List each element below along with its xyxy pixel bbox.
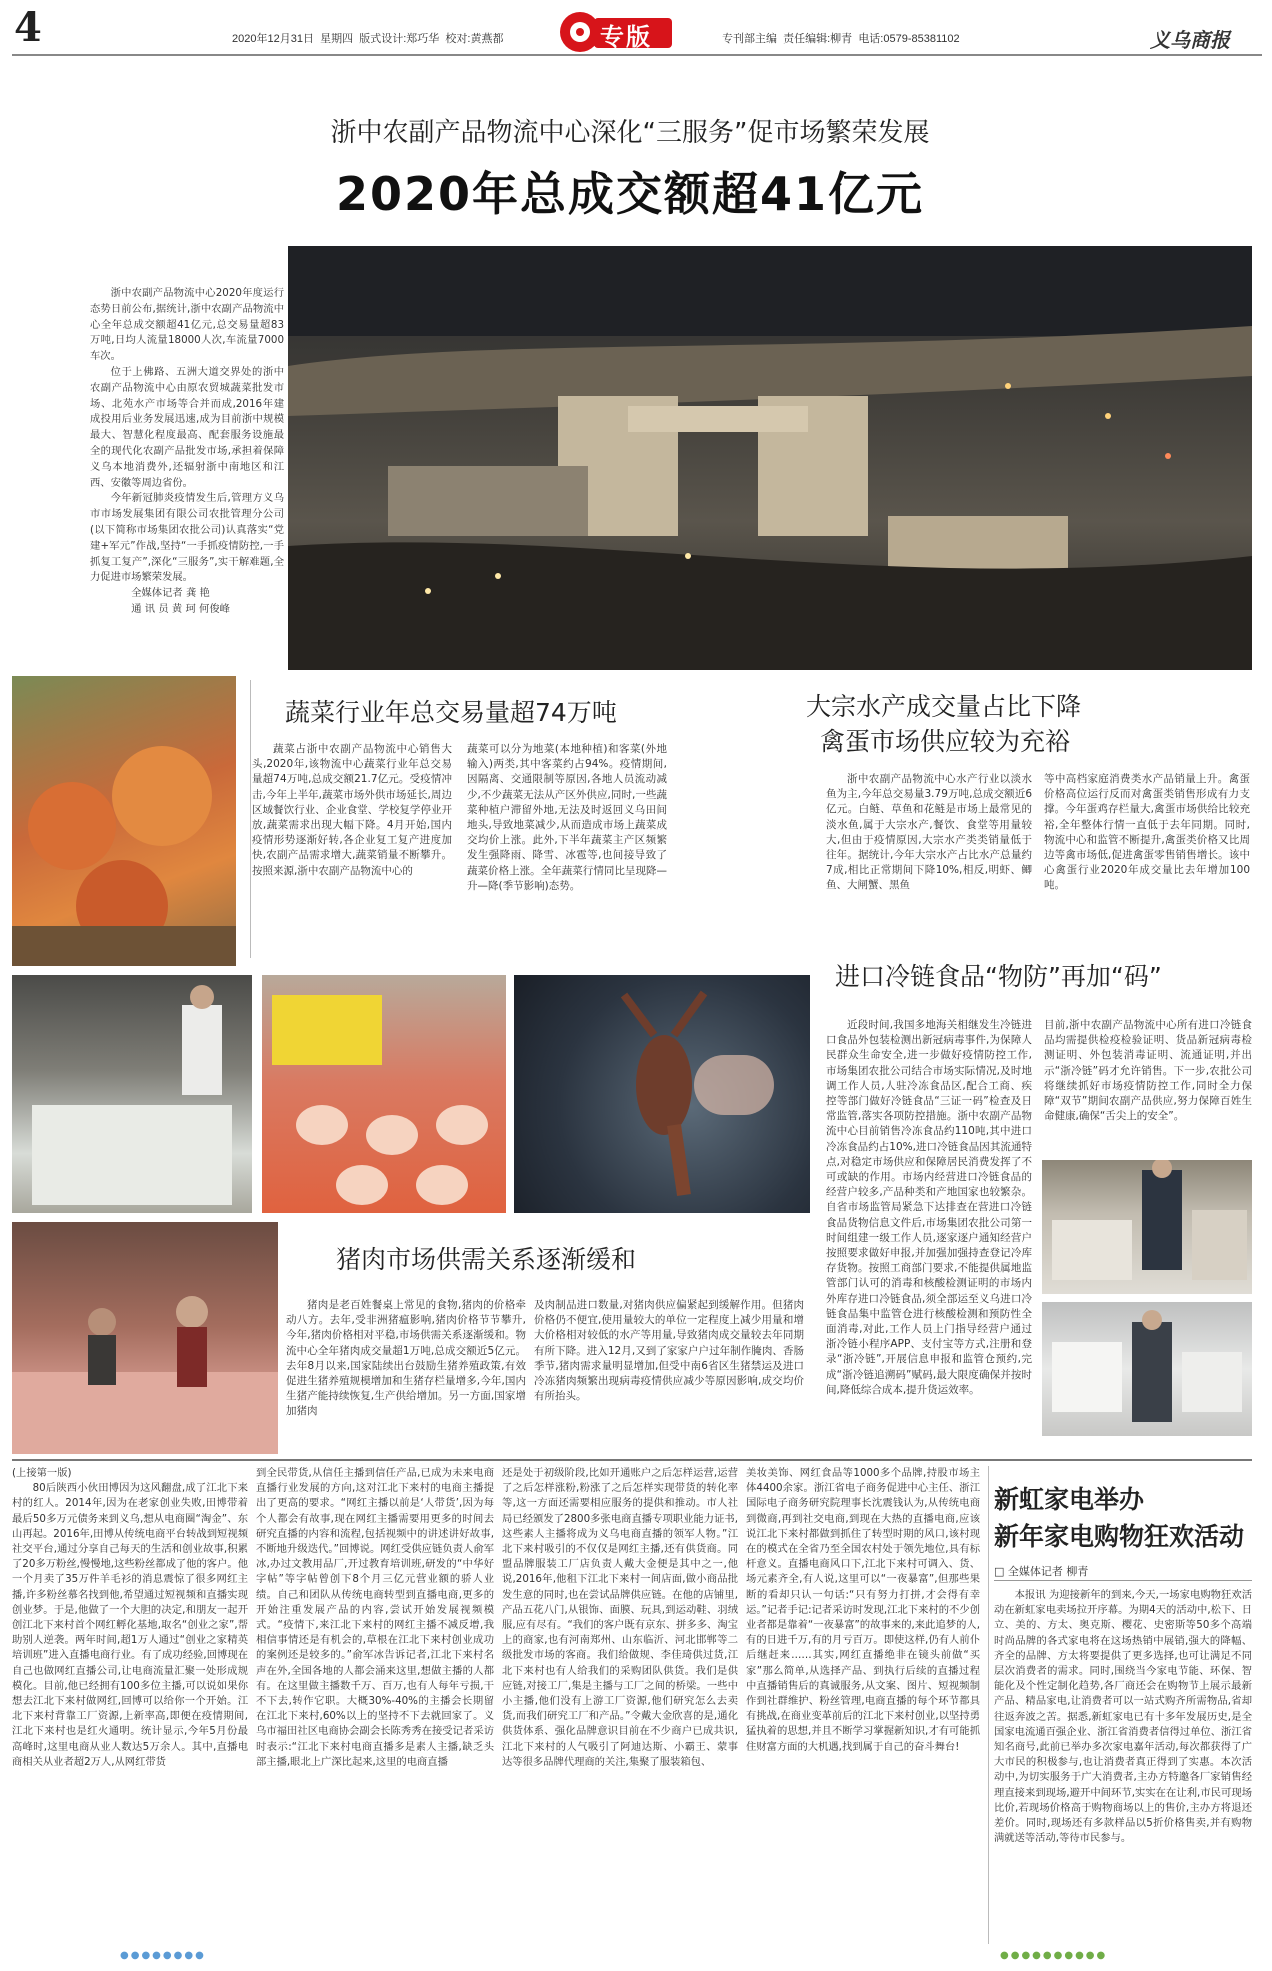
aqua-title-1: 大宗水产成交量占比下降 bbox=[806, 692, 1082, 721]
lead-paragraph: 位于上佛路、五洲大道交界处的浙中农副产品物流中心由原农贸城蔬菜批发市场、北苑水产市场等合并而成,2016年建成投用后业务发展迅速,成为目前浙中规模最大、智慧化程度最高、配套服务设施最全的现代化农副产品批发市场,承担着保障义乌本地消费外,还辐射浙中南地区和江西、安徽等周边省份。 bbox=[90, 365, 284, 489]
section-label: 专版 bbox=[600, 23, 652, 51]
pork-col-2: 及肉制品进口数量,对猪肉供应偏紧起到缓解作用。但猪肉价格仍不便宜,使用量较大的单位一定程度上减少用量和增大价格相对较低的水产等用量,导致猪肉成交量较去年同期有所下降。进入12月,又到了家家户户过年制作腌肉、香肠季节,猪肉需求量明显增加,但受中南6省区生猪禁运及进口冷冻猪肉频繁出现病毒疫情供应减少等原因影响,成交均价有所抬头。 bbox=[534, 1299, 804, 1403]
xinhong-body: 本报讯 为迎接新年的到来,今天,一场家电购物狂欢活动在新虹家电卖场拉开序幕。为期4天的活动中,松下、日立、美的、方太、奥克斯、樱花、史密斯等50多个高端时尚品牌的各式家电将在这场热销中展销,强大的降幅、齐全的品牌、方太将要提供了更多选择,也可让满足不同层次消费者的需求。同时,围绕当今家电节能、环保、智能化及个性定制化趋势,各厂商还会在购物节上展示最新产品、精品家电,让消费者可以一站式购齐所需物品,省却往返奔波之苦。据悉,新虹家电已有十多年发展历史,是全国家电流通百强企业、浙江省消费者信得过单位、浙江省知名商号,此前已举办多次家电嘉年活动,每次都获得了广大市民的积极参与,也让消费者真正得到了实惠。本次活动中,为切实服务于广大消费者,主办方特邀各厂家销售经理直接来到现场,避开中间环节,实实在在让利,市民可现场比价,若现场价格高于购物商场以上的售价,主办方将退还差价。同时,现场还有多款样品以5折价格售卖,并有购物满就送等活动,等待市民参与。 bbox=[994, 1589, 1252, 1845]
xinhong-byline-row bbox=[994, 1563, 1088, 1579]
veg-rule bbox=[250, 680, 251, 958]
cold-title: 进口冷链食品“物防”再加“码” bbox=[835, 962, 1162, 991]
phone-text: 电话:0579-85381102 bbox=[858, 33, 960, 45]
cont-col-2: 到全民带货,从信任主播到信任产品,已成为未来电商直播行业发展的方向,这对江北下来村的电商主播提出了更高的要求。“网红主播以前是‘人带货’,因为每个人都会有故事,现在网红主播需要用更多的时间去研究直播的内容和流程,包括视频中的讲述讲好故事,不断地升级迭代。”回博说。网红受供应链负责人俞军冰,办过文教用品厂,开过教育培训班,研发的“中华好字帖”等字帖曾创下8个月三亿元营业额的骄人业绩。自己和团队从传统电商转型到直播电商,更多的开始注重发展产品的内容,尝试开始发展视频模式。“疫情下,来江北下来村的网红主播不减反增,我相信事情还是有机会的,草根在江北下来村创业成功的案例还是较多的。”俞军冰告诉记者,江北下来村名声在外,全国各地的人都会涌来这里,想做主播的人都有。在这里做主播数千万、百万,也有人每年亏损,干不下去,转作它职。大概30%-40%的主播会长期留在江北下来村,60%以上的坚持不下去就回家了。义乌市福田社区电商协会副会长陈秀秀在接受记者采访时表示:“江北下来村电商直播多是素人主播,缺乏头部主播,眼北上广深比起来,这里的电商直播 bbox=[256, 1467, 494, 1768]
pork-col-1: 猪肉是老百姓餐桌上常见的食物,猪肉的价格牵动八方。去年,受非洲猪瘟影响,猪肉价格节节攀升,今年,猪肉价格相对平稳,市场供需关系逐渐缓和。物流中心全年猪肉成交量超1万吨,总成交额近5亿元。去年8月以来,国家陆续出台鼓励生猪养殖政策,有效促进生猪养殖规模增加和生猪存栏量增多,今年,国内生猪产能持续恢复,生产供给增加。另一方面,国家增加猪肉 bbox=[286, 1299, 526, 1418]
xinhong-byline: 全媒体记者 柳青 bbox=[1007, 1565, 1089, 1578]
cont-col-4: 美妆美饰、网红食品等1000多个品牌,持股市场主体4400余家。浙江省电子商务促进中心主任、浙江国际电子商务研究院理事长沈震钱认为,从传统电商到微商,再到社交电商,到现在大热的直播电商,应该说江北下来村都做到抓住了转型时期的风口,该村现在的模式在全省乃至全国农村处于领先地位,具有标杆意义。直播电商风口下,江北下来村可调入、货、场元素齐全,有人说,这里可以“一夜暴富”,但那些果断的看却只认一句话:“只有努力打拼,才会得有幸运。”记者手记:记者采访时发现,江北下来村的不少创业者都是靠着“一夜暴富”的故事来的,来此追梦的人,有的日进千万,有的月亏百万。即使这样,仍有人前仆后继赶来……其实,网红直播绝非在镜头前做“买家”那么简单,从选择产品、到执行后续的直播过程中直播销售后的真诚服务,从文案、图片、短视频制作到社群维护、粉丝管理,电商直播的每个环节都具有挑战,在商业变革前后的江北下来村创业,以坚持勇猛执着的思想,并且不断学习掌握新知识,才有可能抓住财富方面的大机遇,找到属于自己的奋斗舞台! bbox=[746, 1467, 980, 1753]
lead-byline: 全媒体记者 龚 艳 bbox=[131, 587, 210, 600]
crayfish-photo bbox=[514, 975, 810, 1213]
section-badge bbox=[560, 12, 706, 52]
lower-divider bbox=[12, 1459, 1252, 1461]
pork-stall-photo bbox=[12, 1222, 278, 1454]
aerial-scene-icon bbox=[288, 246, 1252, 670]
aqua-col-2: 等中高档家庭消费类水产品销量上升。禽蛋价格高位运行反而对禽蛋类销售形成有力支撑。今年蛋鸡存栏量大,禽蛋市场供给比较充裕,全年整体行情一直低于去年同期。同时,物流中心和监管不断提升,禽蛋类价格又比周边等禽市场低,促进禽蛋零售销售增长。该中心禽蛋行业2020年成交量比去年增加100吨。 bbox=[1044, 773, 1250, 892]
market-aerial-photo bbox=[288, 246, 1252, 670]
headline-kicker: 浙中农副产品物流中心深化“三服务”促市场繁荣发展 bbox=[330, 118, 930, 148]
xinhong-divider bbox=[988, 1466, 989, 1944]
footer-dots-right: ●●●●●●●●●● bbox=[1000, 1950, 1108, 1961]
lead-paragraph: 今年新冠肺炎疫情发生后,管理方义乌市市场发展集团有限公司农批管理分公司(以下简称市场集团农批公司)认真落实“党建+军元”作战,坚持“一手抓疫情防控,一手抓复工复产”,深化“三服务”,实干解难题,全力促进市场繁荣发展。 bbox=[90, 492, 284, 584]
cont-from-label: (上接第一版) bbox=[12, 1467, 72, 1479]
header-divider bbox=[12, 54, 1262, 56]
lead-paragraph: 浙中农副产品物流中心2020年度运行态势日前公布,据统计,浙中农副产品物流中心全年总成交额超41亿元,总交易量超83万吨,日均人流量18000人次,车流量7000车次。 bbox=[90, 287, 284, 363]
byline-square-icon: □ bbox=[994, 1565, 1005, 1578]
cold-chain-inspection-photo bbox=[1042, 1160, 1252, 1294]
veg-title: 蔬菜行业年总交易量超74万吨 bbox=[285, 698, 617, 727]
pork-title: 猪肉市场供需关系逐渐缓和 bbox=[336, 1245, 637, 1274]
editor-name: 责任编辑:柳青 bbox=[783, 33, 853, 45]
cont-col-3: 还是处于初级阶段,比如开通账户之后怎样运营,运营了之后怎样涨粉,粉涨了之后怎样实现带货的转化率等,这一方面还需要相应服务的提供和推动。市人社局已经颁发了2800多张电商直播专项职业能力证书,这些素人主播将成为义乌电商直播的领军人物。”江北下来村吸引的不仅仅是网红主播,还有供货商。同盟品牌服装工厂店负责人戴大金便是其中之一,他说,2016年,他租下江北下来村一间店面,做小商品批发生意的同时,也在尝试品牌供应链。在他的店铺里,产品五花八门,从银饰、面膜、玩具,到运动鞋、羽绒服,应有尽有。“我们的客户既有京东、拼多多、淘宝上的商家,也有河南郑州、山东临沂、河北邯郸等二级批发市场的客商。我们给做规、李佳琦供过货,江北下来村也有人给我们的采购团队供货。我们是供应链,对接工厂,集是主播与工厂之间的桥梁。一些中小主播,他们没有上游工厂资源,他们研究怎么去卖货,而我们研究工厂和产品。”令戴大金欣喜的是,通化供货体系、强化品牌意识目前在不少商户已成共识,江北下来村的人气吸引了阿迪达斯、小霸王、蒙事达等很多品牌代理商的关注,集聚了服装箱包、 bbox=[502, 1467, 738, 1768]
veg-col-1: 蔬菜占浙中农副产品物流中心销售大头,2020年,该物流中心蔬菜行业年总交易量超74万吨,总成交额21.7亿元。受疫情冲击,今年上半年,蔬菜市场外供市场延长,周边区域餐饮行业、企业食堂、学校复学停业开放,蔬菜需求出现大幅下降。4月开始,国内疫情形势逐渐好转,各企业复工复产进度加快,农副产品需求增大,蔬菜销量不断攀升。按照来源,浙中农副产品物流中心的 bbox=[252, 743, 452, 877]
cont-col-1 bbox=[12, 1466, 248, 1770]
headline-title: 2020年总成交额超41亿元 bbox=[335, 167, 925, 221]
cold-col-2: 目前,浙中农副产品物流中心所有进口冷链食品均需提供检疫检验证明、货品新冠病毒检测证明、外包装消毒证明、流通证明,并出示“浙冷链”码才允许销售。下一步,农批公司将继续抓好市场疫情防控工作,同时全力保障“双节”期间农副产品供应,努力保障百姓生命健康,确保“舌尖上的安全”。 bbox=[1044, 1019, 1252, 1123]
header-editors bbox=[722, 30, 960, 46]
page-number: 4 bbox=[14, 4, 42, 51]
proof-text: 校对:黄燕都 bbox=[445, 33, 504, 45]
aqua-title-2: 禽蛋市场供应较为充裕 bbox=[820, 727, 1071, 756]
vegetable-stall-photo bbox=[12, 676, 236, 966]
market-worker-photo bbox=[12, 975, 252, 1213]
xinhong-title-2: 新年家电购物狂欢活动 bbox=[994, 1522, 1245, 1551]
cont-text: 80后陕西小伙田博因为这风翻盘,成了江北下来村的红人。2014年,因为在老家创业失败,田博带着最后50多万元债务来到义乌,想从电商圈“淘金”、东山再起。2016年,田博从传统电商平台转战到短视频社交平台,通过分享自己每天的生活和创业故事,积累了20多万粉丝,慢慢地,这些粉丝都成了他的客户。他一个月卖了35万件羊毛衫的消息震惊了很多网红主播,许多粉丝慕名找到他,希望通过短视频和直播实现创业梦。于是,他做了一个大胆的决定,和朋友一起开创江北下来村首个网红孵化基地,取名“创业之家”,帮助别人逆袭。两年时间,超1万人通过“创业之家精英培训班”进入直播电商行业。有了成功经验,回博现在自己也做网红直播公司,让电商流量汇聚一处形成规模化。目前,他已经拥有100多位主播,可以说如果你想去江北下来村做网红,回博可以给你一个开始。江北下来村背靠工厂资源,上新率高,即便在疫情期间,江北下来村也是红火通明。统计显示,今年5月份最高峰时,这里电商从业人数达5万余人。其中,直播电商相关从业者超2万人,从网红带货 bbox=[12, 1482, 248, 1768]
xinhong-title-1: 新虹家电举办 bbox=[994, 1485, 1145, 1514]
paper-name: 义乌商报 bbox=[1150, 28, 1230, 52]
footer-dots-left: ●●●●●●●● bbox=[120, 1950, 206, 1961]
eggs-photo bbox=[262, 975, 506, 1213]
weekday-text: 星期四 bbox=[320, 33, 354, 45]
aqua-col-1: 浙中农副产品物流中心水产行业以淡水鱼为主,今年总交易量3.79万吨,总成交额近6亿元。白鲢、草鱼和花鲢是市场上最常见的淡水鱼,属于大宗水产,餐饮、食堂等用量较大,但由于疫情原因,大宗水产类类销量低于往年。据统计,今年大宗水产占比水产总量约7成,相比正常期间下降10%,相反,明虾、鲫鱼、大闸蟹、黑鱼 bbox=[826, 773, 1032, 892]
lead-article bbox=[90, 286, 284, 618]
lead-byline: 通 讯 员 黄 珂 何俊峰 bbox=[131, 602, 230, 615]
editor-in-chief: 专刊部主编 bbox=[722, 33, 777, 45]
header-date bbox=[232, 30, 503, 46]
date-text: 2020年12月31日 bbox=[232, 33, 314, 45]
designer-text: 版式设计:郑巧华 bbox=[359, 33, 440, 45]
cold-col-1: 近段时间,我国多地海关相继发生冷链进口食品外包装检测出新冠病毒事件,为保障人民群众生命安全,进一步做好疫情防控工作,市场集团农批公司结合市场实际情况,及时地调工作人员,人驻冷冻食品区,配合工商、疾控等部门做好冷链食品“三证一码”检查及日常监管,落实各项防控措施。浙中农副产品物流中心目前销售冷冻食品约110吨,其中进口冷冻食品约占10%,进口冷链食品因其流通特点,对稳定市场供应和保障居民消费发挥了不可或缺的作用。市场内经营进口冷链食品的经营户较多,产品种类和产地国家也较繁杂。自省市场监管局紧急下达排查在营进口冷链食品货物信息文件后,市场集团农批公司第一时间组建一级工作人员,逐家逐户通知经营户按照要求做好申报,并加强加强持查登记冷库存货物。按照工商部门要求,不能提供属地监管部门认可的消毒和核酸检测证明的市场内外库存进口冷链食品,须全部运至义乌进口冷链食品集中监管仓进行核酸检测和预防性全面消毒,对此,工作人员上门指导经营户通过浙冷链小程序APP、支付宝等方式,注册和登录“浙冷链”,开展信息申报和监管仓预约,完成“浙冷链追溯码”赋码,最大限度确保并按时间,降低综合成本,提升货运效率。 bbox=[826, 1019, 1032, 1396]
cold-storage-photo bbox=[1042, 1302, 1252, 1436]
veg-col-2: 蔬菜可以分为地菜(本地种植)和客菜(外地输入)两类,其中客菜约占94%。疫情期间,因隔离、交通限制等原因,各地人员流动减少,不少蔬菜无法从产区外供应,同时,一些蔬菜种植户滞留外地,无法及时返回义乌田间地头,导致地菜减少,从而造成市场上蔬菜成交均价上涨。此外,下半年蔬菜主产区频繁发生强降雨、降雪、冰雹等,也间接导致了蔬菜价格上涨。全年蔬菜行情同比呈现降—升—降(季节影响)态势。 bbox=[467, 743, 667, 892]
